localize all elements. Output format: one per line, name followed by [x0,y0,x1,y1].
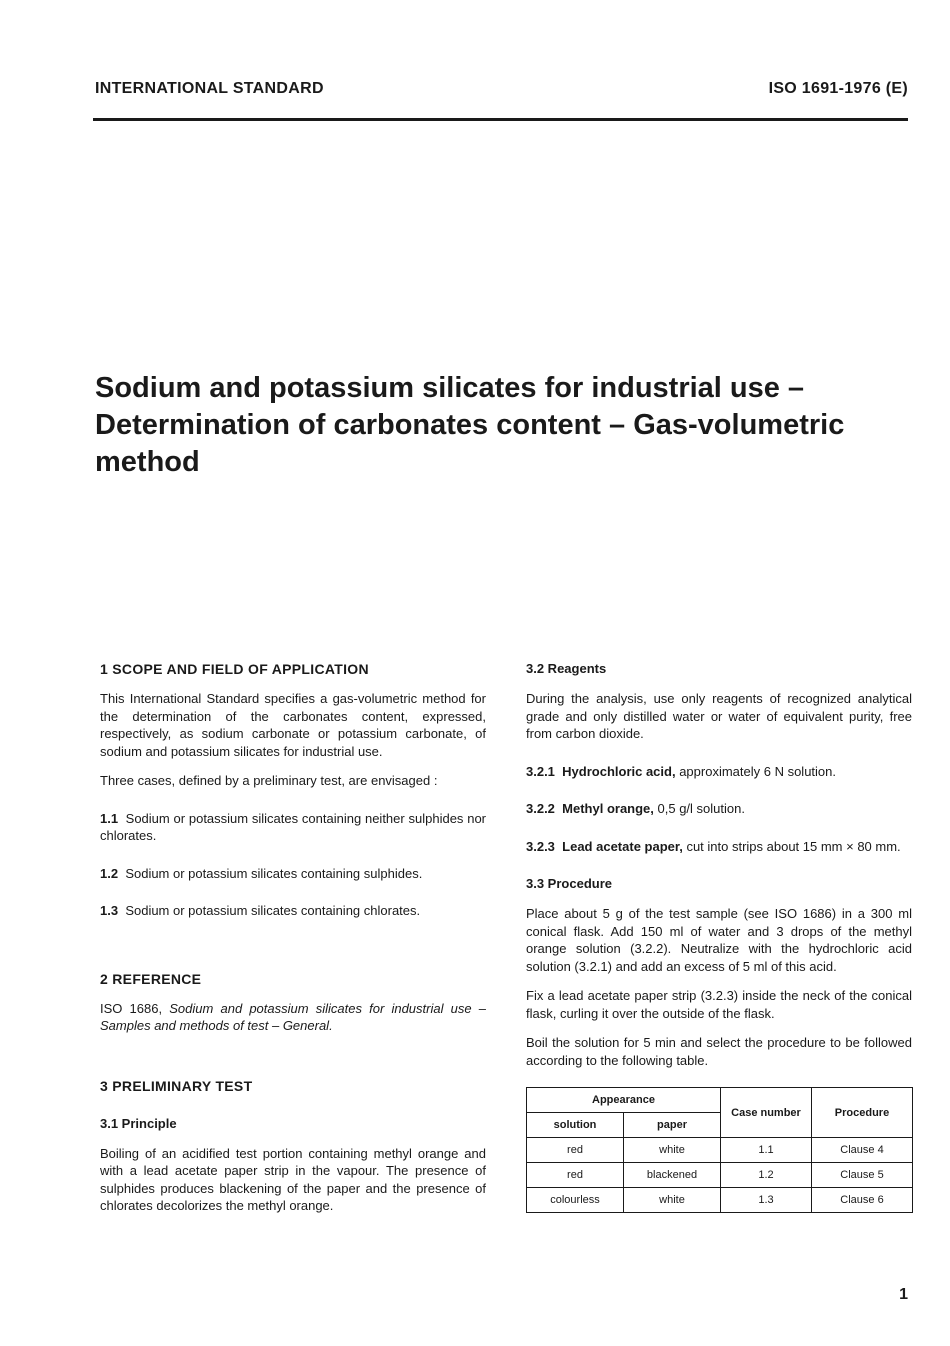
table-header-solution: solution [527,1113,624,1138]
cell-paper: white [624,1188,721,1213]
left-column [100,660,486,1215]
reagent-3-2-1: 3.2.1 Hydrochloric acid, approximately 6 N solution. [526,763,836,779]
subsection-3-3-heading: 3.3 Procedure [526,876,612,891]
table-row [527,1138,913,1163]
section-1-heading: 1 SCOPE AND FIELD OF APPLICATION [100,661,369,677]
case-1-2: 1.2 Sodium or potassium silicates containing sulphides. [100,865,423,881]
cell-case: 1.2 [721,1163,812,1188]
procedure-paragraph-2: Fix a lead acetate paper strip (3.2.3) inside the neck of the conical flask, curling it over the outside of the flask. [526,988,912,1021]
section-2-heading: 2 REFERENCE [100,970,202,987]
reagent-3-2-3: 3.2.3 Lead acetate paper, cut into strips about 15 mm × 80 mm. [526,838,901,854]
cell-solution: red [527,1138,624,1163]
page-number: 1 [899,1286,908,1303]
principle-paragraph: Boiling of an acidified test portion containing methyl orange and with a lead acetate paper strip in the vapour. The presence of sulphides produces blackening of the paper and the presence of chlorates decolorizes the methyl orange. [100,1145,486,1213]
cases-intro: Three cases, defined by a preliminary test, are envisaged : [100,773,438,788]
header-standard-label: INTERNATIONAL STANDARD [95,80,324,97]
table-row [527,1163,913,1188]
cell-procedure: Clause 4 [812,1138,913,1163]
cell-procedure: Clause 5 [812,1163,913,1188]
table-header-paper: paper [624,1113,721,1138]
reference-paragraph: ISO 1686, Sodium and potassium silicates for industrial use – Samples and methods of test – General. [100,1000,486,1033]
right-column [526,660,912,1213]
title-line-2: Determination of carbonates content – Gas-volumetric [95,409,845,441]
reagents-paragraph: During the analysis, use only reagents of recognized analytical grade and only distilled water or water of equivalent purity, free from carbon dioxide. [526,691,912,741]
document-title [95,370,875,481]
cell-solution: red [527,1163,624,1188]
table-header-appearance: Appearance [527,1088,721,1113]
case-1-1: 1.1 Sodium or potassium silicates containing neither sulphides nor chlorates. [100,810,486,843]
reagent-3-2-2: 3.2.2 Methyl orange, 0,5 g/l solution. [526,801,745,816]
cell-case: 1.1 [721,1138,812,1163]
cell-paper: white [624,1138,721,1163]
table-header-case-number: Case number [721,1088,812,1138]
header-document-number: ISO 1691-1976 (E) [768,80,908,97]
cell-paper: blackened [624,1163,721,1188]
subsection-3-2-heading: 3.2 Reagents [526,661,607,676]
section-3-heading: 3 PRELIMINARY TEST [100,1077,253,1094]
cell-case: 1.3 [721,1188,812,1213]
header-rule [93,118,908,121]
cell-procedure: Clause 6 [812,1188,913,1213]
cell-solution: colourless [527,1188,624,1213]
procedure-table [526,1087,913,1213]
procedure-paragraph-3: Boil the solution for 5 min and select the procedure to be followed according to the following table. [526,1035,912,1068]
title-line-3: method [95,446,200,478]
scope-paragraph: This International Standard specifies a gas-volumetric method for the determination of the carbonates content, expressed, respectively, as sodium carbonate or potassium carbonate, of sodium and potassium silicates for industrial use. [100,691,486,759]
subsection-3-1-heading: 3.1 Principle [100,1115,177,1131]
title-line-1: Sodium and potassium silicates for industrial use – [95,372,805,404]
table-header-procedure: Procedure [812,1088,913,1138]
table-row [527,1188,913,1213]
case-1-3: 1.3 Sodium or potassium silicates containing chlorates. [100,903,421,918]
procedure-paragraph-1: Place about 5 g of the test sample (see ISO 1686) in a 300 ml conical flask. Add 150 ml of water and 3 drops of the methyl orange solution (3.2.2). Neutralize with the hydrochloric acid solution (3.2.1) and add an excess of 5 ml of this acid. [526,906,912,974]
